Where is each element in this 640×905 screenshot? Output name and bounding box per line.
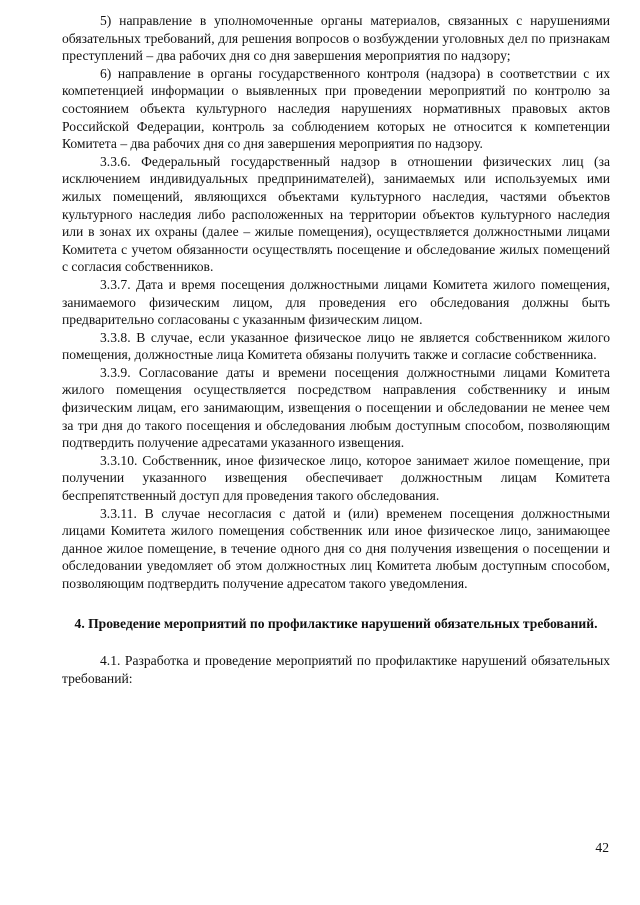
section-heading: 4. Проведение мероприятий по профилактике нарушений обязательных требований. xyxy=(74,615,598,631)
paragraph-item-5: 5) направление в уполномоченные органы материалов, связанных с нарушениями обязательных требований, для решения вопросов о возбуждении уголовных дел по признакам преступлений – два рабочих дня со дня завершения мероприятия по надзору; xyxy=(62,13,610,64)
paragraph-3-3-11: 3.3.11. В случае несогласия с датой и (или) временем посещения должностными лицами Комитета жилого помещения собственник или иное физическое лицо, занимающее данное жилое помещение, в течение одного дня со дня получения извещения о посещении и обследовании уведомляет об этом должностных лиц Комитета любым доступным способом, позволяющим подтвердить получение адресатом такого уведомления. xyxy=(62,505,610,591)
paragraph-3-3-10: 3.3.10. Собственник, иное физическое лицо, которое занимает жилое помещение, при получении указанного извещения обеспечивает должностным лицам Комитета беспрепятственный доступ для проведения такого обследования. xyxy=(62,452,610,504)
paragraph-3-3-8: 3.3.8. В случае, если указанное физическое лицо не является собственником жилого помещения, должностные лица Комитета обязаны получить также и согласие собственника. xyxy=(62,329,610,363)
paragraph-3-3-6: 3.3.6. Федеральный государственный надзор в отношении физических лиц (за исключением индивидуальных предпринимателей), занимаемых или используемых ими жилых помещений, являющихся объектами культурного наследия, частями объектов культурного наследия либо расположенных на территории объектов культурного наследия или в зонах их охраны (далее – жилые помещения), осуществляется должностными лицами Комитета с учетом обязанности осуществлять посещение и обследование жилых помещений с согласия собственников. xyxy=(62,153,610,275)
page-number: 42 xyxy=(595,840,609,855)
paragraph-item-6: 6) направление в органы государственного контроля (надзора) в соответствии с их компетенцией информации о выявленных при проведении мероприятий по контролю за состоянием объекта культурного наследия нарушениях нормативных правовых актов Российской Федерации, контроль за соблюдением которых не относится к компетенции Комитета – два рабочих дня со дня завершения мероприятия по надзору. xyxy=(62,65,610,152)
document-page xyxy=(62,12,610,687)
paragraph-4-1: 4.1. Разработка и проведение мероприятий по профилактике нарушений обязательных требований: xyxy=(62,653,610,686)
paragraph-3-3-9: 3.3.9. Согласование даты и времени посещения должностными лицами Комитета жилого помещения осуществляется посредством направления собственнику и иным физическим лицам, его занимающим, извещения о посещении и обследовании не менее чем за три дня до такого посещения и обследования любым доступным способом, позволяющим подтвердить получение адресатами указанного извещения. xyxy=(62,364,610,451)
paragraph-3-3-7: 3.3.7. Дата и время посещения должностными лицами Комитета жилого помещения, занимаемого физическим лицом, для проведения его обследования должны быть предварительно согласованы с указанным физическим лицом. xyxy=(62,276,610,328)
